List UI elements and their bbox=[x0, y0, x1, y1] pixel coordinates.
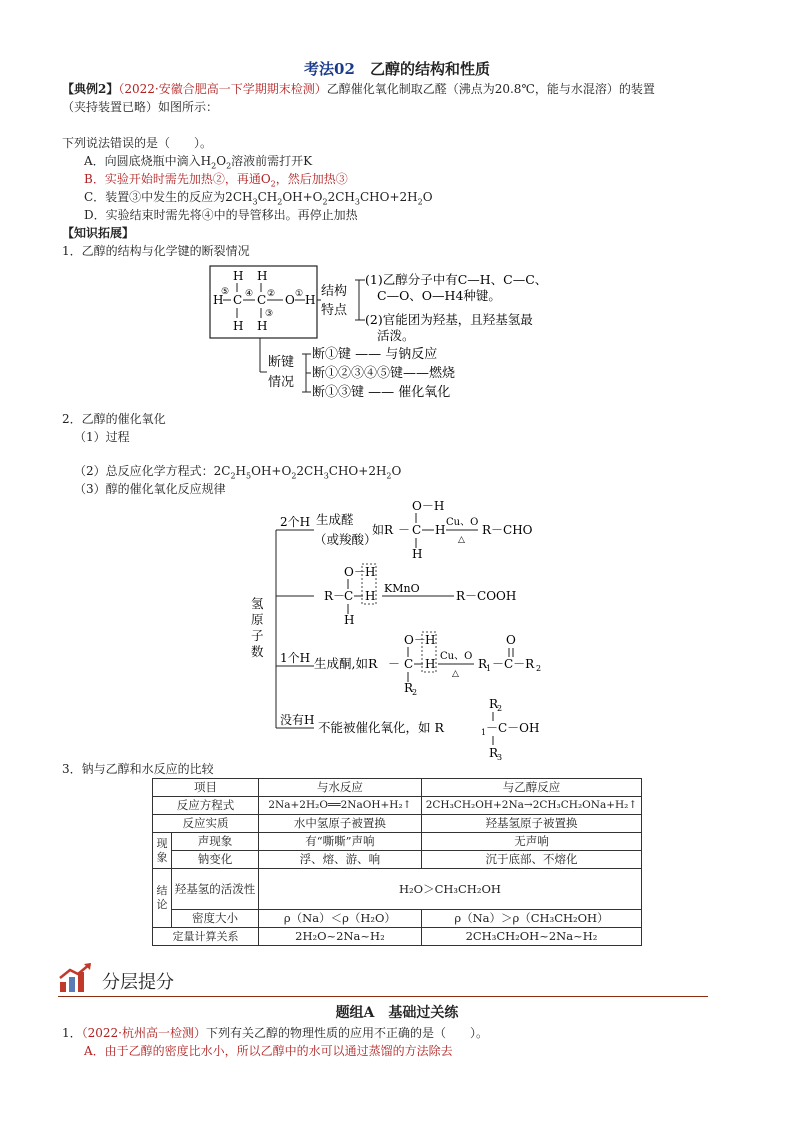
table-row: 反应实质 水中氢原子被置换 羟基氢原子被置换 bbox=[153, 815, 642, 833]
feature-2a: (2)官能团为羟基，且羟基氢最 bbox=[365, 312, 533, 327]
product-1: R－CHO bbox=[482, 523, 533, 537]
knowledge-s2b: （2）总反应化学方程式：$2C_2H_5OH+O_22CH_3CHO+2H_2O$ bbox=[74, 464, 402, 481]
svg-text:R－: R－ bbox=[324, 589, 346, 603]
rule-4-text: 不能被催化氧化，如 R bbox=[318, 720, 444, 735]
svg-text:③: ③ bbox=[265, 309, 274, 319]
group-title: 题组A 基础过关练 bbox=[335, 1005, 459, 1021]
option-d: D．实验结束时需先将④中的导管移出。再停止加热 bbox=[84, 208, 358, 222]
label-structure: 结构 bbox=[321, 284, 348, 299]
svg-text:3: 3 bbox=[497, 753, 503, 762]
rule-3-label: 1个H bbox=[280, 651, 311, 665]
svg-text:1: 1 bbox=[486, 664, 492, 673]
svg-text:O: O bbox=[285, 293, 295, 307]
svg-text:O: O bbox=[506, 633, 516, 647]
svg-text:H: H bbox=[435, 523, 446, 537]
svg-text:O－H: O－H bbox=[412, 499, 445, 513]
ketone-product bbox=[478, 633, 541, 673]
svg-text:H: H bbox=[412, 547, 423, 561]
axis-char-2: 原 bbox=[251, 612, 264, 627]
svg-text:H: H bbox=[425, 633, 436, 647]
svg-text:2: 2 bbox=[536, 664, 542, 673]
rule-3-text: 生成酮,如R bbox=[314, 656, 378, 671]
rule-1-text2: （或羧酸） bbox=[314, 532, 377, 547]
svg-text:2: 2 bbox=[412, 688, 418, 697]
label-case: 情况 bbox=[268, 375, 295, 390]
product-2: R－COOH bbox=[456, 589, 517, 603]
feature-1b: C—O、O—H4种键。 bbox=[377, 288, 501, 303]
svg-text:H: H bbox=[257, 269, 268, 283]
oxidant: KMnO bbox=[384, 582, 420, 595]
svg-text:R: R bbox=[489, 746, 499, 760]
page-title: 考法02 乙醇的结构和性质 bbox=[304, 60, 490, 78]
svg-text:C: C bbox=[344, 589, 354, 603]
axis-char-4: 数 bbox=[251, 644, 264, 659]
break-1: 断①键 —— 与钠反应 bbox=[312, 347, 438, 362]
svg-text:O－: O－ bbox=[344, 565, 366, 579]
ketone-structure bbox=[388, 632, 436, 697]
svg-text:R: R bbox=[489, 697, 499, 711]
svg-text:C: C bbox=[233, 293, 243, 307]
svg-text:－C－OH: －C－OH bbox=[486, 721, 540, 735]
svg-text:－C－R: －C－R bbox=[492, 657, 535, 671]
svg-text:②: ② bbox=[267, 289, 276, 299]
catalyst-1: Cu、O bbox=[446, 517, 479, 528]
label-break: 断键 bbox=[268, 355, 295, 370]
knowledge-s3: 3．钠与乙醇和水反应的比较 bbox=[62, 762, 214, 776]
svg-text:H: H bbox=[365, 565, 376, 579]
feature-2b: 活泼。 bbox=[377, 328, 415, 343]
svg-text:H: H bbox=[344, 613, 355, 627]
svg-text:O－: O－ bbox=[404, 633, 426, 647]
svg-text:C: C bbox=[257, 293, 267, 307]
table-row: 定量计算关系 2H₂O~2Na~H₂ 2CH₃CH₂OH~2Na~H₂ bbox=[153, 928, 642, 946]
option-c: C．装置③中发生的反应为$2CH_3CH_2OH+O_22CH_3CHO+2H_2O$ bbox=[84, 190, 433, 207]
option-a: A．向圆底烧瓶中滴入$H_2O_2$溶液前需打开K bbox=[84, 154, 313, 171]
svg-text:H: H bbox=[365, 589, 376, 603]
axis-char-3: 子 bbox=[251, 628, 264, 643]
rule-4-label: 没有H bbox=[280, 713, 315, 727]
svg-text:H: H bbox=[305, 293, 316, 307]
table-row: 钠变化 浮、熔、游、响 沉于底部、不熔化 bbox=[153, 851, 642, 869]
break-3: 断①③键 —— 催化氧化 bbox=[312, 385, 451, 400]
section-title: 分层提分 bbox=[102, 972, 174, 993]
table-row: 密度大小 ρ（Na）＜ρ（H₂O） ρ（Na）＞ρ（CH₃CH₂OH） bbox=[153, 910, 642, 928]
alcohol-oxidation-rule-diagram bbox=[248, 496, 578, 764]
svg-text:R: R bbox=[404, 681, 414, 695]
svg-text:①: ① bbox=[295, 289, 304, 299]
svg-text:H: H bbox=[233, 269, 244, 283]
svg-text:－: － bbox=[388, 657, 401, 671]
rule-1-eg: 如R bbox=[372, 523, 394, 537]
table-row: 反应方程式 2Na+2H₂O══2NaOH+H₂↑ 2CH₃CH₂OH+2Na→2CH₃CH₂ONa+H₂↑ bbox=[153, 797, 642, 815]
table-row: 现象 声现象 有“嘶嘶”声响 无声响 bbox=[153, 833, 642, 851]
heat-1-icon: △ bbox=[458, 535, 465, 545]
section-divider bbox=[58, 996, 708, 997]
acid-structure bbox=[324, 564, 376, 627]
knowledge-s2c: （3）醇的催化氧化反应规律 bbox=[74, 482, 226, 496]
tertiary-structure bbox=[481, 697, 540, 762]
rule-1-label: 2个H bbox=[280, 515, 311, 529]
knowledge-s2a: （1）过程 bbox=[74, 430, 130, 444]
rule-1-text1: 生成醛 bbox=[316, 512, 354, 527]
svg-text:2: 2 bbox=[497, 704, 503, 713]
example-line-2: （夹持装置已略）如图所示： bbox=[62, 100, 219, 114]
ethanol-formula bbox=[213, 269, 315, 333]
svg-text:C: C bbox=[404, 657, 414, 671]
table-row: 结论 羟基氢的活泼性 H₂O＞CH₃CH₂OH bbox=[153, 869, 642, 910]
comparison-table bbox=[152, 778, 642, 946]
knowledge-s2: 2．乙醇的催化氧化 bbox=[62, 412, 166, 426]
svg-text:H: H bbox=[213, 293, 224, 307]
question-1-option-a: A．由于乙醇的密度比水小，所以乙醇中的水可以通过蒸馏的方法除去 bbox=[84, 1044, 453, 1058]
table-header-row: 项目 与水反应 与乙醇反应 bbox=[153, 779, 642, 797]
svg-text:⑤: ⑤ bbox=[221, 287, 230, 297]
svg-text:R: R bbox=[478, 657, 488, 671]
feature-1a: (1)乙醇分子中有C—H、C—C、 bbox=[365, 272, 548, 287]
svg-text:－: － bbox=[398, 523, 411, 537]
example-question: 下列说法错误的是（ ）。 bbox=[62, 136, 213, 150]
question-1: 1．（2022·杭州高一检测）下列有关乙醇的物理性质的应用不正确的是（ ）。 bbox=[62, 1026, 489, 1040]
break-2: 断①②③④⑤键——燃烧 bbox=[312, 366, 456, 381]
svg-text:H: H bbox=[425, 657, 436, 671]
knowledge-s1: 1．乙醇的结构与化学键的断裂情况 bbox=[62, 244, 250, 258]
svg-text:H: H bbox=[257, 319, 268, 333]
heat-2-icon: △ bbox=[452, 669, 459, 679]
example-line-1: 【典例2】（2022·安徽合肥高一下学期期末检测）乙醇催化氧化制取乙醛（沸点为20.8℃，能与水混溶）的装置 bbox=[62, 82, 655, 96]
svg-text:1: 1 bbox=[481, 728, 487, 737]
svg-text:④: ④ bbox=[245, 289, 254, 299]
svg-text:H: H bbox=[233, 319, 244, 333]
option-b: B．实验开始时需先加热②，再通$O_2$，然后加热③ bbox=[84, 172, 348, 189]
axis-char-1: 氢 bbox=[251, 596, 264, 611]
chart-growth-icon bbox=[58, 962, 94, 994]
label-feature: 特点 bbox=[321, 303, 348, 318]
aldehyde-structure bbox=[398, 499, 445, 561]
knowledge-tag: 【知识拓展】 bbox=[62, 226, 135, 240]
ethanol-structure-diagram bbox=[205, 262, 625, 402]
svg-text:C: C bbox=[412, 523, 422, 537]
catalyst-2: Cu、O bbox=[440, 651, 473, 662]
